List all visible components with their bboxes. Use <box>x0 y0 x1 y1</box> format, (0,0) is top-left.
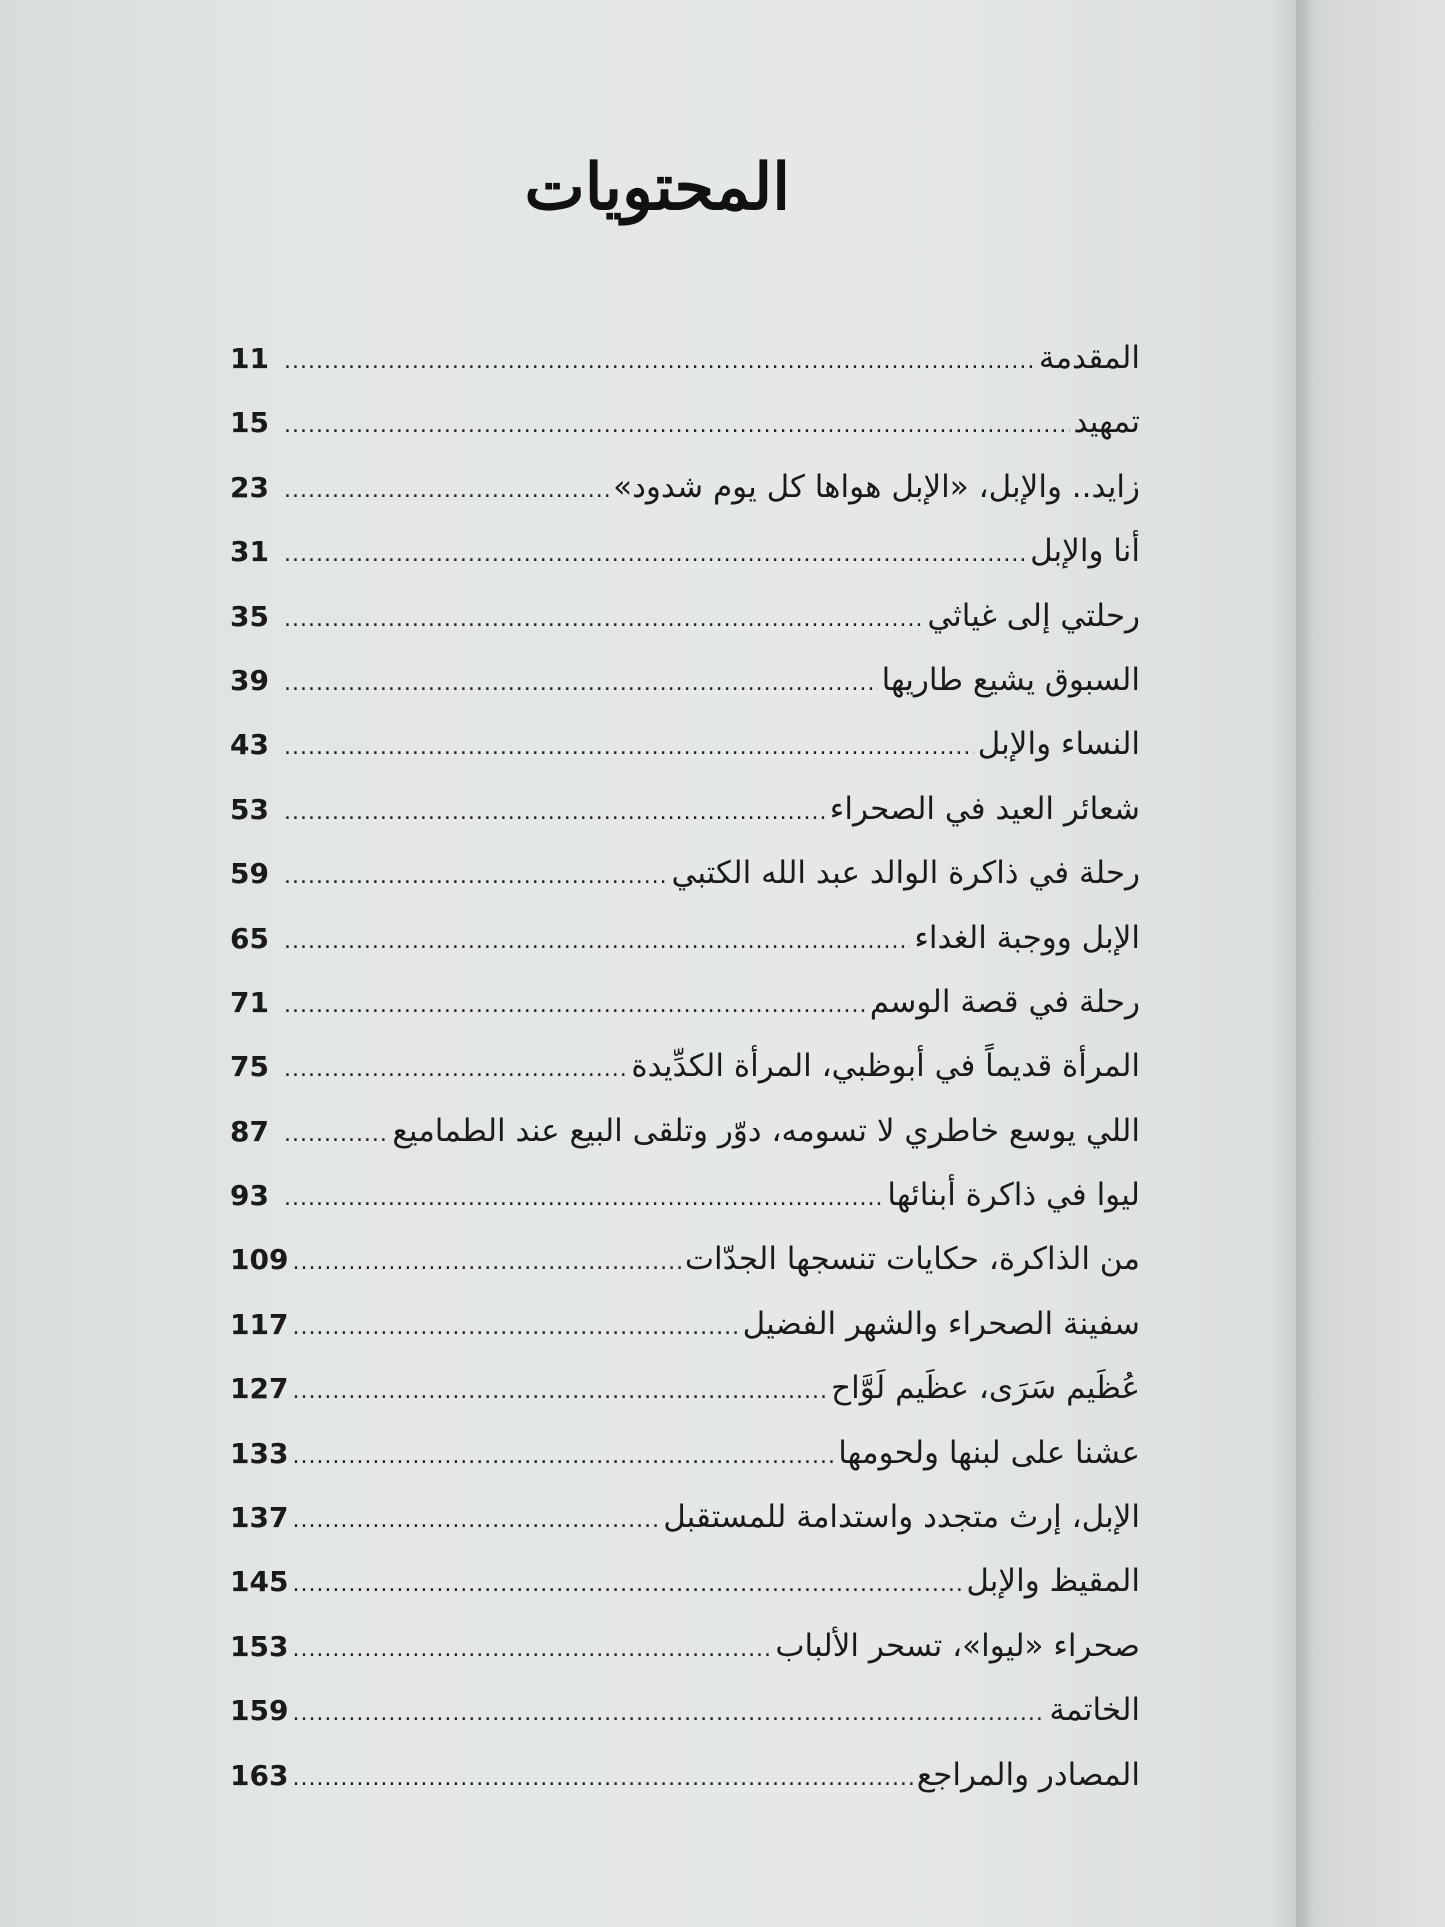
toc-entry <box>230 469 1140 533</box>
dot-leader <box>292 1315 738 1340</box>
toc-entry <box>230 1692 1140 1756</box>
toc-entry-page: 93 <box>230 1179 269 1213</box>
table-of-contents <box>230 340 1140 1821</box>
dot-leader <box>284 542 1026 567</box>
dot-leader <box>284 929 910 954</box>
toc-entry <box>230 984 1140 1048</box>
toc-entry-title: رحلة في قصة الوسم <box>869 983 1140 1020</box>
toc-entry-page: 133 <box>230 1436 289 1470</box>
toc-entry-page: 23 <box>230 470 269 504</box>
toc-entry-title: الإبل ووجبة الغداء <box>914 919 1140 956</box>
toc-entry-page: 71 <box>230 985 269 1019</box>
dot-leader <box>292 1444 834 1469</box>
toc-entry-page: 137 <box>230 1501 289 1535</box>
toc-entry-page: 65 <box>230 921 269 955</box>
toc-entry-title: شعائر العيد في الصحراء <box>829 790 1140 827</box>
toc-entry <box>230 533 1140 597</box>
dot-leader <box>284 800 826 825</box>
dot-leader <box>284 671 878 696</box>
toc-entry-title: رحلتي إلى غياثي <box>927 597 1140 634</box>
toc-entry-title: ليوا في ذاكرة أبنائها <box>887 1177 1140 1214</box>
toc-entry <box>230 726 1140 790</box>
toc-entry-title: من الذاكرة، حكايات تنسجها الجدّات <box>684 1241 1140 1278</box>
toc-entry <box>230 1499 1140 1563</box>
toc-entry-page: 43 <box>230 728 269 762</box>
dot-leader <box>284 607 923 632</box>
dot-leader <box>284 735 974 760</box>
toc-entry <box>230 1241 1140 1305</box>
dot-leader <box>284 1122 388 1147</box>
dot-leader <box>284 1186 883 1211</box>
toc-entry-page: 87 <box>230 1114 269 1148</box>
dot-leader <box>292 1379 827 1404</box>
dot-leader <box>284 993 866 1018</box>
toc-entry-title: الإبل، إرث متجدد واستدامة للمستقبل <box>663 1499 1140 1536</box>
toc-entry-page: 109 <box>230 1243 289 1277</box>
toc-entry <box>230 340 1140 404</box>
toc-entry-page: 53 <box>230 792 269 826</box>
dot-leader <box>292 1508 659 1533</box>
toc-entry <box>230 1370 1140 1434</box>
dot-leader <box>292 1250 680 1275</box>
toc-entry-page: 117 <box>230 1307 289 1341</box>
toc-entry-page: 35 <box>230 599 269 633</box>
toc-entry <box>230 1757 1140 1821</box>
toc-entry <box>230 1177 1140 1241</box>
dot-leader <box>284 864 667 889</box>
toc-entry <box>230 662 1140 726</box>
toc-entry-page: 59 <box>230 857 269 891</box>
toc-entry <box>230 1563 1140 1627</box>
page-title: المحتويات <box>524 150 790 225</box>
toc-entry-title: الخاتمة <box>1049 1692 1140 1729</box>
toc-entry-title: زايد.. والإبل، «الإبل هواها كل يوم شدود» <box>613 468 1140 505</box>
dot-leader <box>284 478 609 503</box>
toc-entry <box>230 1113 1140 1177</box>
dot-leader <box>284 1057 627 1082</box>
toc-entry-page: 159 <box>230 1694 289 1728</box>
toc-entry <box>230 598 1140 662</box>
toc-entry-title: المرأة قديماً في أبوظبي، المرأة الكدِّيدة <box>631 1048 1140 1085</box>
toc-entry-title: اللي يوسع خاطري لا تسومه، دوّر وتلقى البيع عند الطماميع <box>392 1112 1140 1149</box>
dot-leader <box>292 1572 962 1597</box>
toc-entry <box>230 920 1140 984</box>
toc-entry-title: سفينة الصحراء والشهر الفضيل <box>742 1305 1140 1342</box>
toc-entry-page: 39 <box>230 663 269 697</box>
toc-entry-title: عشنا على لبنها ولحومها <box>838 1434 1140 1471</box>
toc-entry <box>230 1628 1140 1692</box>
toc-entry-title: أنا والإبل <box>1030 533 1140 570</box>
dot-leader <box>284 349 1035 374</box>
toc-entry <box>230 1048 1140 1112</box>
toc-entry-page: 31 <box>230 535 269 569</box>
toc-entry-page: 127 <box>230 1372 289 1406</box>
toc-entry-title: النساء والإبل <box>977 726 1140 763</box>
dot-leader <box>292 1701 1045 1726</box>
toc-entry-page: 163 <box>230 1758 289 1792</box>
page-edge <box>1296 0 1310 1927</box>
toc-entry-page: 145 <box>230 1565 289 1599</box>
toc-entry-title: المقدمة <box>1038 340 1140 376</box>
dot-leader <box>292 1766 912 1791</box>
toc-entry-title: عُظَيم سَرَى، عظَيم لَوَّاح <box>831 1370 1140 1407</box>
toc-entry <box>230 855 1140 919</box>
toc-entry-title: رحلة في ذاكرة الوالد عبد الله الكتبي <box>671 855 1140 892</box>
toc-entry <box>230 791 1140 855</box>
toc-entry <box>230 1435 1140 1499</box>
toc-entry-title: صحراء «ليوا»، تسحر الألباب <box>775 1627 1140 1664</box>
toc-entry-page: 15 <box>230 406 269 440</box>
dot-leader <box>284 413 1070 438</box>
toc-entry <box>230 404 1140 468</box>
toc-entry-page: 75 <box>230 1050 269 1084</box>
toc-entry-title: المقيظ والإبل <box>966 1563 1140 1600</box>
toc-entry-page: 153 <box>230 1629 289 1663</box>
toc-entry-title: تمهيد <box>1073 404 1140 441</box>
dot-leader <box>292 1637 771 1662</box>
toc-entry-title: السبوق يشيع طاريها <box>881 661 1140 698</box>
toc-entry-title: المصادر والمراجع <box>916 1756 1140 1793</box>
toc-entry <box>230 1306 1140 1370</box>
toc-entry-page: 11 <box>230 342 269 375</box>
